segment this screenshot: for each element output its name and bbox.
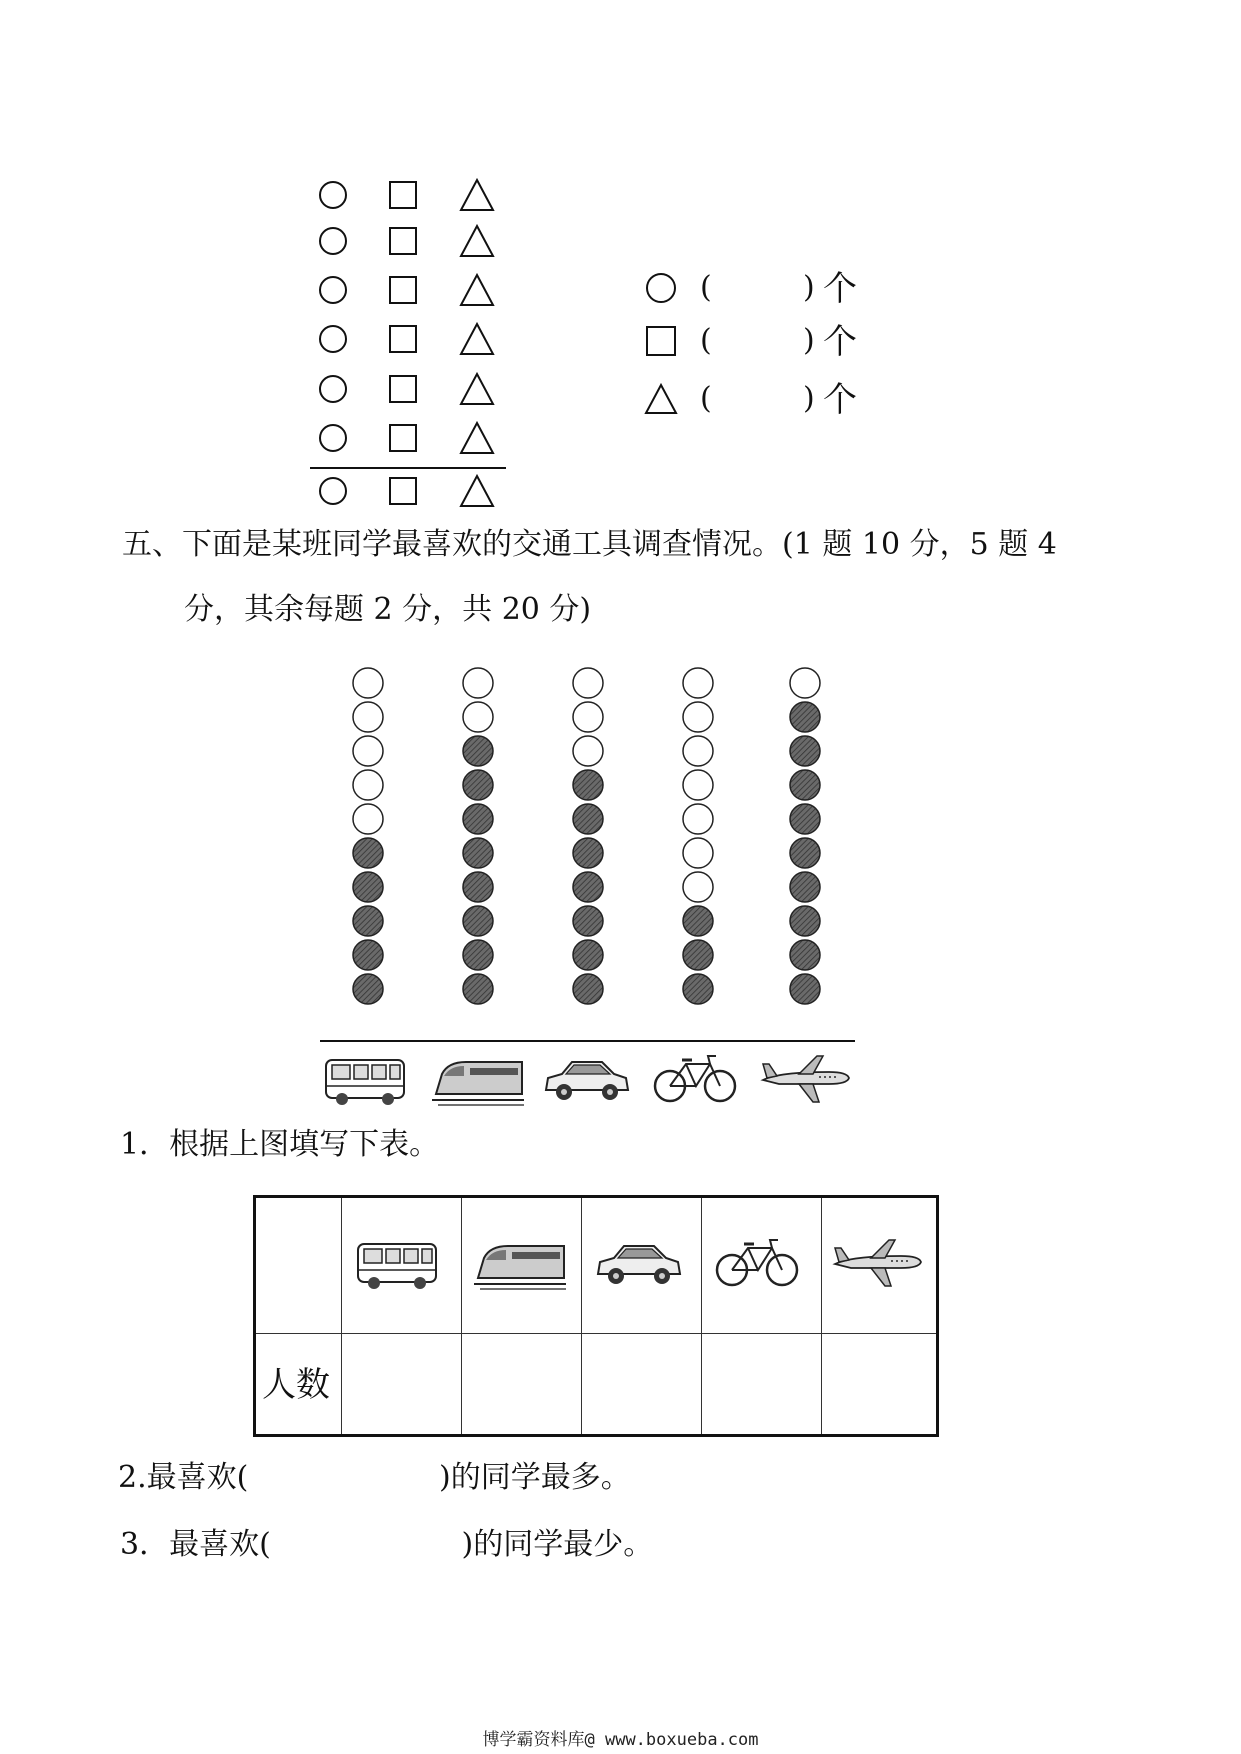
- empty-dot: [463, 702, 493, 732]
- filled-dot: [463, 736, 493, 766]
- empty-dot: [573, 668, 603, 698]
- question-2: 2.最喜欢( )的同学最多。: [118, 1460, 631, 1495]
- table-input-cell-bus[interactable]: [342, 1334, 462, 1434]
- section5-heading-line2: 分，其余每题 2 分，共 20 分): [184, 592, 592, 627]
- empty-dot: [353, 770, 383, 800]
- filled-dot: [573, 906, 603, 936]
- table-header-airplane: [822, 1198, 936, 1334]
- filled-dot: [463, 872, 493, 902]
- empty-dot: [573, 736, 603, 766]
- table-header-train: [462, 1198, 582, 1334]
- filled-dot: [683, 974, 713, 1004]
- empty-dot: [573, 702, 603, 732]
- table-input-cell-train[interactable]: [462, 1334, 582, 1434]
- chart-column-bus: [353, 668, 383, 1004]
- bicycle-icon: [655, 1056, 735, 1101]
- filled-dot: [463, 838, 493, 868]
- answer-table: [253, 1195, 939, 1437]
- filled-dot: [790, 770, 820, 800]
- answer-close-paren: ): [803, 323, 815, 358]
- filled-dot: [790, 736, 820, 766]
- chart-column-car: [573, 668, 603, 1004]
- empty-dot: [463, 668, 493, 698]
- filled-dot: [573, 838, 603, 868]
- airplane-icon: [835, 1240, 921, 1286]
- answer-close-paren: ): [803, 270, 815, 305]
- chart-column-airplane: [790, 668, 820, 1004]
- filled-dot: [683, 940, 713, 970]
- question-1: 1．根据上图填写下表。: [120, 1127, 440, 1162]
- empty-dot: [353, 804, 383, 834]
- answer-close-paren: ): [803, 381, 815, 416]
- filled-dot: [463, 974, 493, 1004]
- filled-dot: [790, 702, 820, 732]
- answer-open-paren: (: [700, 323, 712, 358]
- empty-dot: [683, 804, 713, 834]
- table-input-cell-car[interactable]: [582, 1334, 702, 1434]
- chart-column-train: [463, 668, 493, 1004]
- filled-dot: [790, 974, 820, 1004]
- answer-open-paren: (: [700, 270, 712, 305]
- answer-unit: 个: [823, 380, 857, 420]
- filled-dot: [353, 940, 383, 970]
- question-3: 3．最喜欢( )的同学最少。: [120, 1527, 654, 1562]
- airplane-icon: [763, 1056, 849, 1102]
- filled-dot: [573, 940, 603, 970]
- empty-dot: [353, 736, 383, 766]
- table-input-cell-bicycle[interactable]: [702, 1334, 822, 1434]
- answer-open-paren: (: [700, 381, 712, 416]
- filled-dot: [790, 906, 820, 936]
- empty-dot: [683, 736, 713, 766]
- filled-dot: [463, 770, 493, 800]
- train-icon: [432, 1062, 524, 1105]
- footer-watermark: 博学霸资料库@ www.boxueba.com: [482, 1730, 759, 1750]
- filled-dot: [353, 974, 383, 1004]
- filled-dot: [353, 838, 383, 868]
- table-input-cell-airplane[interactable]: [822, 1334, 936, 1434]
- filled-dot: [683, 906, 713, 936]
- empty-dot: [790, 668, 820, 698]
- bicycle-icon: [717, 1240, 797, 1285]
- empty-dot: [683, 838, 713, 868]
- filled-dot: [573, 974, 603, 1004]
- row-label-text: 人数: [262, 1365, 330, 1405]
- empty-dot: [683, 770, 713, 800]
- filled-dot: [573, 770, 603, 800]
- filled-dot: [463, 940, 493, 970]
- filled-dot: [353, 872, 383, 902]
- answer-unit: 个: [823, 322, 857, 362]
- filled-dot: [790, 838, 820, 868]
- empty-dot: [353, 668, 383, 698]
- train-icon: [474, 1246, 566, 1289]
- table-row-label: [256, 1334, 342, 1434]
- car-icon: [598, 1246, 680, 1284]
- section5-heading-line1: 五、下面是某班同学最喜欢的交通工具调查情况。(1 题 10 分，5 题 4: [122, 527, 1057, 562]
- table-corner-cell: [256, 1198, 342, 1334]
- table-header-bicycle: [702, 1198, 822, 1334]
- empty-dot: [353, 702, 383, 732]
- filled-dot: [573, 872, 603, 902]
- empty-dot: [683, 668, 713, 698]
- chart-column-bicycle: [683, 668, 713, 1004]
- empty-dot: [683, 702, 713, 732]
- filled-dot: [463, 906, 493, 936]
- answer-unit: 个: [823, 269, 857, 309]
- filled-dot: [573, 804, 603, 834]
- filled-dot: [790, 804, 820, 834]
- filled-dot: [790, 940, 820, 970]
- empty-dot: [683, 872, 713, 902]
- filled-dot: [353, 906, 383, 936]
- bus-icon: [326, 1060, 404, 1105]
- table-header-car: [582, 1198, 702, 1334]
- bus-icon: [358, 1244, 436, 1289]
- table-header-bus: [342, 1198, 462, 1334]
- filled-dot: [790, 872, 820, 902]
- filled-dot: [463, 804, 493, 834]
- car-icon: [546, 1062, 628, 1100]
